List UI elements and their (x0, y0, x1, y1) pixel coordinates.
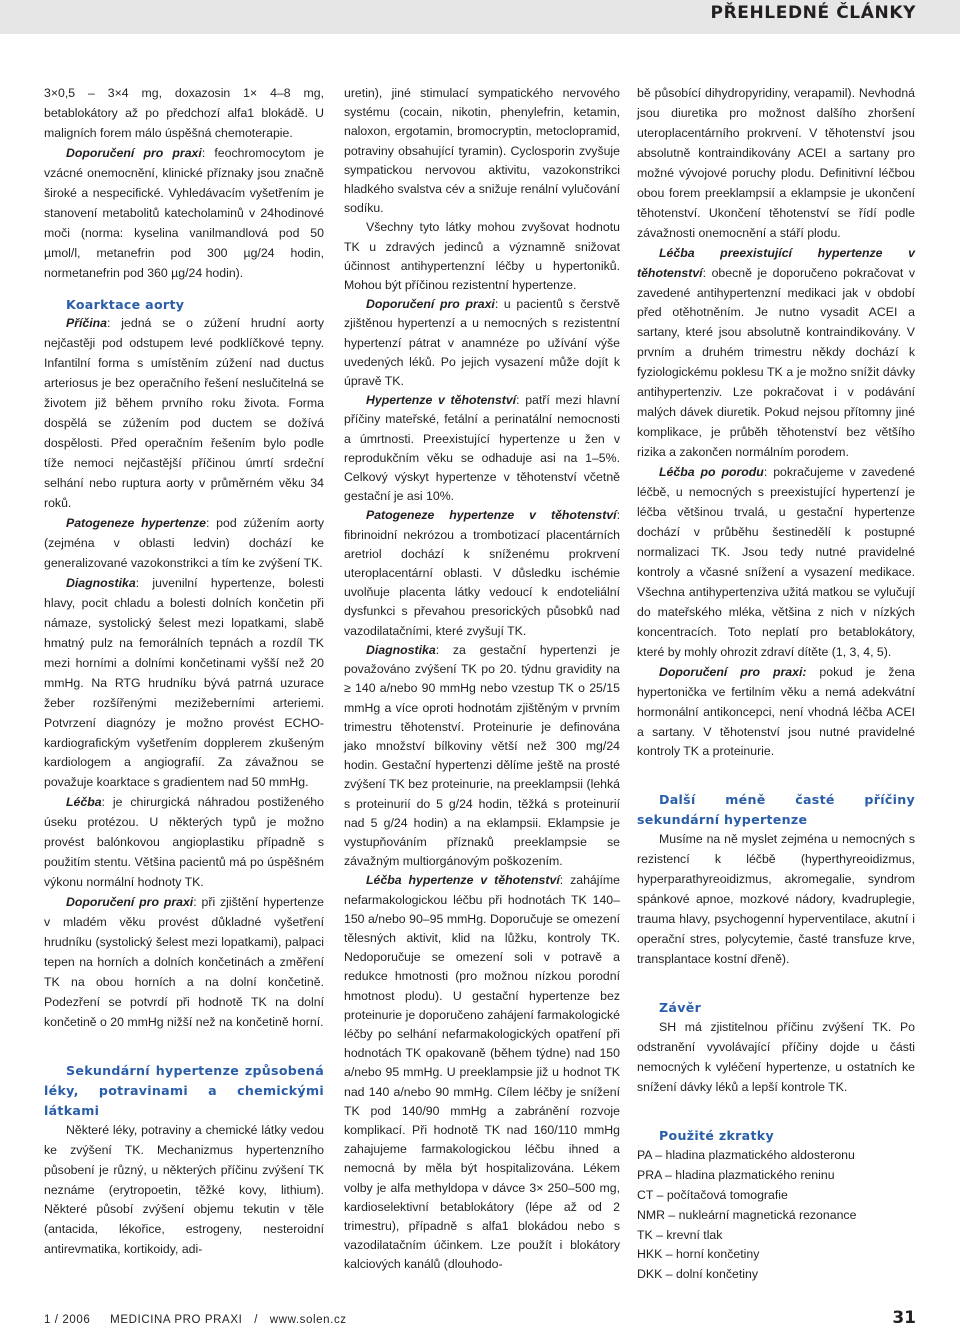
keyword: Příčina (66, 316, 108, 331)
paragraph-text: : jedná se o zúžení hrudní aorty nejčastěji pod odstupem levé podklíčkové tepny. Infantilní forma s umístěním zúžení nad ductus arteriosus je bez operačního řešení neslučitelná se životem již během prvního roku života. Forma dospělá se zúžením pod ductem se dožívá dospělosti. Před operačním řešením bylo podle tíže nemoci nejčastější příčinou úmrtí srdeční selhání nebo ruptura aorty v průměrném věku 34 roků. (44, 316, 324, 511)
list-item: NMR – nukleární magnetická rezonance (637, 1207, 857, 1222)
column-2 (344, 84, 620, 1275)
paragraph: uretin), jiné stimulací sympatického nervového systému (cocain, nikotin, phenylefrin, ketamin, naloxon, ergotamin, bromocryptin, metoclopramid, potraviny obsahující tyramin). Cyclosporin zvyšuje sympatickou nervovou aktivitu, vazokonstrikci hladkého svalstva cév a snižuje renální vylučování sodíku. (344, 86, 620, 216)
keyword: Diagnostika (366, 642, 436, 657)
list-item: PA – hladina plazmatického aldosteronu (637, 1147, 855, 1162)
paragraph-text: pokud je žena hypertonička ve fertilním věku a nemá adekvátní hormonální antikoncepci, není vhodná léčba ACEI a sartany. V těhotenství jsou nutné pravidelné kontroly TK a proteinurie. (637, 664, 915, 759)
paragraph-text: : fibrinoidní nekrózou a trombotizací placentárních aretriol dochází k sníženému prokrvení uteroplacentární oblasti. V důsledku ischémie uvolňuje placenta látky vedoucí k endoteliální dysfunkci s převahou presorických působků nad vazodilatačními, které zvyšují TK. (344, 508, 620, 638)
paragraph-text: : patří mezi hlavní příčiny mateřské, fetální a perinatální nemocnosti a úmrtnosti. Preexistující hypertenze u žen v reprodukčním věku se odhaduje asi na 1–5%. Celkový výskyt hypertenze v těhotenství včetně gestační je asi 10%. (344, 393, 620, 504)
paragraph: Musíme na ně myslet zejména u nemocných s rezistencí k léčbě (hyperthyreoidizmus, hyperparathyreoidizmus, akromegalie, syndrom spánkové apnoe, mozkové nádory, kvadruplegie, trauma hlavy, psychogenní hyperventilace, akutní i operační stres, polycytemie, časté transfuze krve, transplantace kostní dřeně). (637, 832, 915, 967)
paragraph-text: : feochromocytom je vzácné onemocnění, klinické příznaky jsou značně široké a nespecifické. Vyhledávacím vyšetřením je stanovení metabolitů katecholaminů v 24hodinové moči (norma: kyselina vanilmandlová pod 50 µmol/l, metanefrin pod 300 µg/24 hodin, normetanefrin pod 360 µg/24 hodin). (44, 145, 324, 280)
list-item: TK – krevní tlak (637, 1227, 723, 1242)
paragraph (637, 663, 915, 763)
keyword: Léčba hypertenze v těhotenství (366, 873, 560, 888)
list-item: DKK – dolní končetiny (637, 1267, 758, 1282)
paragraph (44, 514, 324, 574)
paragraph (44, 314, 324, 514)
keyword: Patogeneze hypertenze (66, 516, 207, 531)
paragraph (44, 144, 324, 284)
heading-koarktace: Koarktace aorty (66, 296, 185, 312)
keyword: Patogeneze hypertenze v těhotenství (366, 508, 617, 523)
list-item: CT – počítačová tomografie (637, 1187, 788, 1202)
paragraph-text: : obecně je doporučeno pokračovat v zavedené antihypertenzní medikaci jak v období před otěhotněním. Je nutno vysadit ACEI a sartany, které jsou absolutně kontraindikovány. V prvním a druhém trimestru někdy dochází k fyziologickému poklesu TK a je možno snížit dávky antihypertenziv. Lze pokračovat i v podávání malých dávek diuretik. Pokud nejsou přítomny jiné komplikace, je průběh těhotenství bez většího rizika a zakončen normálním porodem. (637, 265, 915, 460)
keyword: Doporučení pro praxi (66, 895, 194, 910)
paragraph (344, 391, 620, 506)
paragraph-text: : juvenilní hypertenze, bolesti hlavy, pocit chladu a bolesti dolních končetin při námaze, systolický šelest mezi lopatkami, slabě hmatný pulz na femorálních tepnách a rozdíl TK mezi horními a dolními končetinami vyšší než 20 mmHg. Na RTG hrudníku bývá patrná uzurace žeber rozšířenými mezižeberními arteriemi. Potvrzení diagnózy je možno provést ECHO-kardiografickým vyšetřením dopplerem zkušeným kardiologem a angiografií. Za závažnou se považuje koarktace s gradientem nad 50 mmHg. (44, 575, 324, 790)
paragraph (637, 463, 915, 663)
footer (44, 1314, 347, 1326)
journal-name: MEDICINA PRO PRAXI (110, 1314, 243, 1326)
heading-zkratky: Použité zkratky (659, 1127, 774, 1143)
keyword: Léčba (66, 795, 102, 810)
list-item: PRA – hladina plazmatického reninu (637, 1167, 835, 1182)
paragraph (344, 641, 620, 871)
paragraph (44, 893, 324, 1033)
issue-number: 1 / 2006 (44, 1314, 91, 1326)
paragraph-text: : pokračujeme v zavedené léčbě, u nemocných s preexistující hypertenzí je léčba většinou trvalá, u gestační hypertenze dochází v průběhu šestinedělí k postupné normalizaci TK. Jsou tedy nutné pravidelné kontroly a včasné snížení a vysazení medikace. Všechna antihypertenziva užitá matkou se vylučují do mateřského mléka, většina z nich v nízkých koncentracích. Toto neplatí pro betablokátory, které by mohly ohrozit zdraví dítěte (1, 3, 4, 5). (637, 465, 915, 659)
heading-sekundarni: Sekundární hypertenze způsobená léky, potravinami a chemickými látkami (44, 1062, 324, 1118)
keyword: Hypertenze v těhotenství (366, 393, 517, 408)
paragraph-text: : pod zúžením aorty (zejména v oblasti ledvin) dochází ke generalizované vazokonstrikci a tím ke zvýšení TK. (44, 516, 325, 570)
section-title: PŘEHLEDNÉ ČLÁNKY (710, 3, 916, 23)
abbreviation-list (637, 1146, 915, 1286)
paragraph-text: : zahájíme nefarmakologickou léčbu při hodnotách TK 140–150 a/nebo 90–95 mmHg. Doporučuje se omezení tělesných aktivit, klid na lůžku, kontroly TK. Nedoporučuje se omezení soli v potravě a redukce hmotnosti (pro možnou nízkou porodní hmotnost plodu). U gestační hypertenze bez proteinurie je doporučeno zahájení farmakologické léčby po selhání nefarmakologických opatření při hodnotách TK opakovaně (během týdne) nad 150 a/nebo 95 mmHg. U preeklampsie již u hodnot TK nad 140 a/nebo 90 mmHg. Cílem léčby je snížení TK pod 140/90 mmHg a zabránění rozvoje komplikací. Při hodnotě TK nad 160/110 mmHg zahajujeme farmakologickou léčbu ihned a nemocná by měla být hospitalizována. Lékem volby je alfa methyldopa v dávce 3× 250–500 mg, kardioselektivní betablokátory (lépe až od 2 trimestru), případně s alfa1 blokádou nebo s vazodilatačním účinkem. Lze použít i blokátory kalciových kanálů (dlouhodo- (344, 873, 620, 1272)
heading-zaver: Závěr (659, 999, 702, 1015)
column-3 (637, 84, 915, 1285)
heading-dalsi: Další méně časté příčiny sekundární hypertenze (637, 792, 915, 828)
paragraph (637, 244, 915, 463)
keyword: Léčba po porodu (659, 465, 764, 480)
paragraph: Všechny tyto látky mohou zvyšovat hodnotu TK u zdravých jedinců a významně snižovat účinnost antihypertenzní léčby u hypertoniků. Mohou být příčinou rezistentní hypertenze. (344, 220, 620, 293)
paragraph (44, 574, 324, 793)
paragraph-text: : při zjištění hypertenze v mladém věku provést důkladné vyšetření hrudníku (systolický šelest mezi lopatkami), palpaci tepen na horních a dolních končetinách a změření TK na obou horních a na dolní končetině. Podezření se potvrdí při hodnotě TK na dolní končetině o 20 mmHg nižší než na končetině horní. (44, 895, 324, 1029)
paragraph: Některé léky, potraviny a chemické látky vedou ke zvýšení TK. Mechanizmus hypertenzního působení je různý, u některých příčinu zvýšení TK neznáme (erytropoetin, těžké kovy, lithium). Některé působí zvýšení objemu tekutin v těle (antacida, lékořice, estrogeny, nesteroidní antirevmatika, kortikoidy, adi- (44, 1122, 324, 1257)
journal-url[interactable]: www.solen.cz (269, 1314, 347, 1326)
keyword: Doporučení pro praxi: (659, 664, 807, 679)
keyword: Doporučení pro praxi (66, 145, 202, 160)
list-item: HKK – horní končetiny (637, 1247, 760, 1262)
paragraph: 3×0,5 – 3×4 mg, doxazosin 1× 4–8 mg, betablokátory až po předchozí alfa1 blokádě. U maligních forem málo úspěšná chemoterapie. (44, 86, 324, 140)
paragraph: SH má zjistitelnou příčinu zvýšení TK. Po odstranění vyvolávající příčiny dojde u části nemocných k vyléčení hypertenze, u ostatních ke snížení dávky léků a lepší kontrole TK. (637, 1019, 915, 1094)
column-1 (44, 84, 324, 1260)
paragraph: bě působící dihydropyridiny, verapamil). Nevhodná jsou diuretika pro možnost dalšího zhoršení uteroplacentárního prokrvení. V těhotenství jsou absolutně kontraindikovány ACEI a sartany pro možné vývojové poruchy plodu. Definitivní léčbou obou forem preeklampsií a eklampsie je ukončení těhotenství. Ukončení těhotenství se řídí podle závažnosti onemocnění a stáří plodu. (637, 86, 915, 240)
paragraph-text: : za gestační hypertenzi je považováno zvýšení TK po 20. týdnu gravidity na ≥ 140 a/nebo 90 mmHg nebo vzestup TK o 25/15 mmHg a více oproti hodnotám zjištěným v prvním trimestru těhotenství. Proteinurie je definována jako množství bílkoviny větší než 300 mg/24 hodin. Gestační hypertenzi dělíme ještě na prosté zvýšení TK bez proteinurie, na preeklampsii (lehká s proteinurií do 5 g/24 hodin, těžká s proteinurií nad 5 g/24 hodin) a na eklampsii. Eklampsie je vystupňováním příznaků preeklampsie se závažným multiorgánovým poškozením. (344, 642, 620, 869)
keyword: Doporučení pro praxi (366, 297, 495, 312)
footer-separator: / (254, 1314, 258, 1326)
paragraph (344, 871, 620, 1274)
paragraph-text: : je chirurgická náhradou postiženého úseku protézou. U některých typů je možno provést balónkovou angioplastiku případně s použitím stentu. Většina pacientů má po úspěšném výkonu normální hodnoty TK. (44, 795, 324, 890)
paragraph (344, 506, 620, 640)
paragraph-text: : u pacientů s čerstvě zjištěnou hypertenzí a u nemocných s rezistentní hypertenzí pátrat v anamnéze po užívání výše uvedených léků. Po jejich vysazení může dojít k úpravě TK. (344, 297, 620, 389)
keyword: Léčba preexistující hypertenze v těhotenství (637, 245, 915, 280)
page-number: 31 (892, 1308, 916, 1328)
paragraph (44, 793, 324, 893)
keyword: Diagnostika (66, 575, 136, 590)
paragraph (344, 295, 620, 391)
